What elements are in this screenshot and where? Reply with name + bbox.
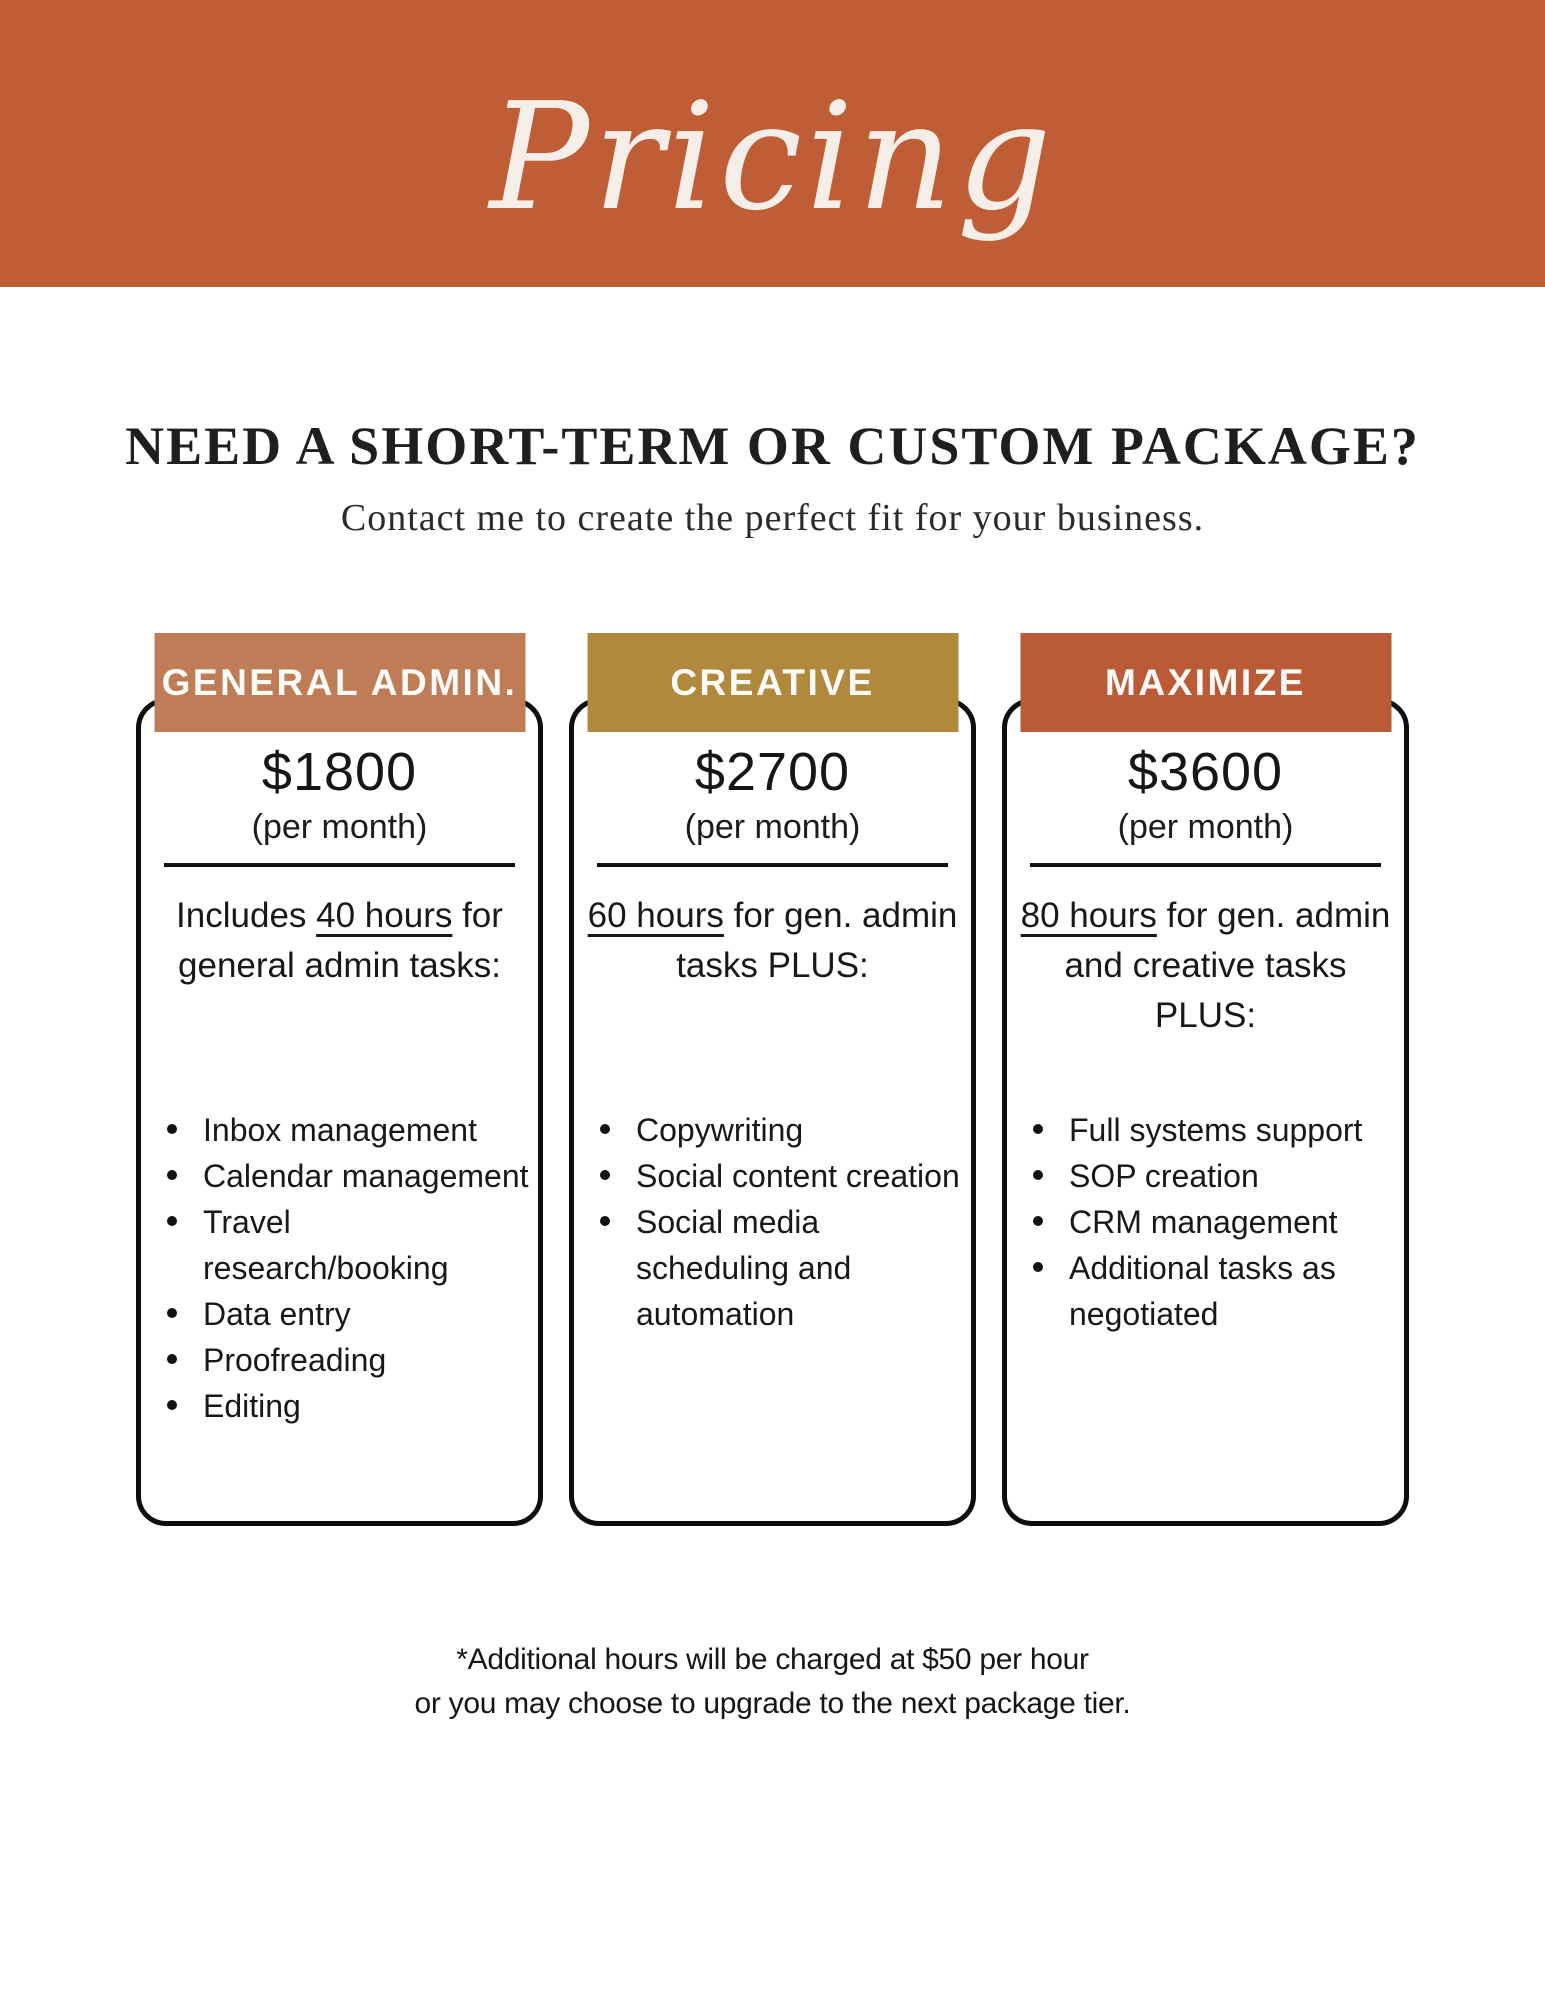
list-item: Social media scheduling and automation: [636, 1199, 965, 1337]
footnote-line-2: or you may choose to upgrade to the next package tier.: [414, 1687, 1131, 1720]
package-header: [1020, 633, 1391, 732]
package-term: (per month): [684, 808, 861, 846]
pricing-card-creative: [569, 633, 976, 1526]
list-item: Proofreading: [203, 1337, 532, 1383]
pricing-cards-row: [0, 633, 1545, 1526]
footnote: [0, 1638, 1545, 1726]
package-price: $3600: [1127, 742, 1284, 802]
feature-list: [141, 1107, 538, 1429]
description-prefix: Includes: [176, 896, 317, 935]
package-price: $1800: [261, 742, 418, 802]
description-hours: 80 hours: [1020, 896, 1157, 935]
package-name: MAXIMIZE: [1105, 661, 1306, 703]
divider: [1030, 863, 1381, 867]
list-item: Travel research/booking: [203, 1199, 532, 1291]
banner: [0, 0, 1545, 287]
list-item: Calendar management: [203, 1153, 532, 1199]
list-item: Social content creation: [636, 1153, 965, 1199]
section-heading: NEED A SHORT-TERM OR CUSTOM PACKAGE?: [125, 416, 1420, 476]
package-description: [584, 891, 961, 1107]
feature-list: [574, 1107, 971, 1337]
pricing-card-maximize: [1002, 633, 1409, 1526]
list-item: SOP creation: [1069, 1153, 1398, 1199]
list-item: Editing: [203, 1383, 532, 1429]
package-description: [1017, 891, 1394, 1107]
list-item: CRM management: [1069, 1199, 1398, 1245]
package-card-body: [1002, 698, 1409, 1526]
package-price: $2700: [694, 742, 851, 802]
footnote-line-1: *Additional hours will be charged at $50 per hour: [456, 1643, 1089, 1676]
list-item: Full systems support: [1069, 1107, 1398, 1153]
description-suffix: for gen. admin and creative tasks PLUS:: [1064, 896, 1391, 1035]
page-title: Pricing: [489, 70, 1056, 243]
section-subheading: Contact me to create the perfect fit for your business.: [340, 497, 1205, 539]
divider: [164, 863, 515, 867]
list-item: Inbox management: [203, 1107, 532, 1153]
package-header: [154, 633, 525, 732]
intro-section: [0, 413, 1545, 543]
package-description: [151, 891, 528, 1107]
package-name: GENERAL ADMIN.: [161, 661, 518, 703]
feature-list: [1007, 1107, 1404, 1337]
description-suffix: for gen. admin tasks PLUS:: [676, 896, 958, 985]
list-item: Data entry: [203, 1291, 532, 1337]
description-hours: 60 hours: [587, 896, 724, 935]
list-item: Additional tasks as negotiated: [1069, 1245, 1398, 1337]
package-term: (per month): [251, 808, 428, 846]
package-name: CREATIVE: [670, 661, 875, 703]
package-card-body: [136, 698, 543, 1526]
description-suffix: for general admin tasks:: [178, 896, 503, 985]
package-term: (per month): [1117, 808, 1294, 846]
package-card-body: [569, 698, 976, 1526]
list-item: Copywriting: [636, 1107, 965, 1153]
pricing-card-general-admin: [136, 633, 543, 1526]
description-hours: 40 hours: [316, 896, 453, 935]
divider: [597, 863, 948, 867]
package-header: [587, 633, 958, 732]
